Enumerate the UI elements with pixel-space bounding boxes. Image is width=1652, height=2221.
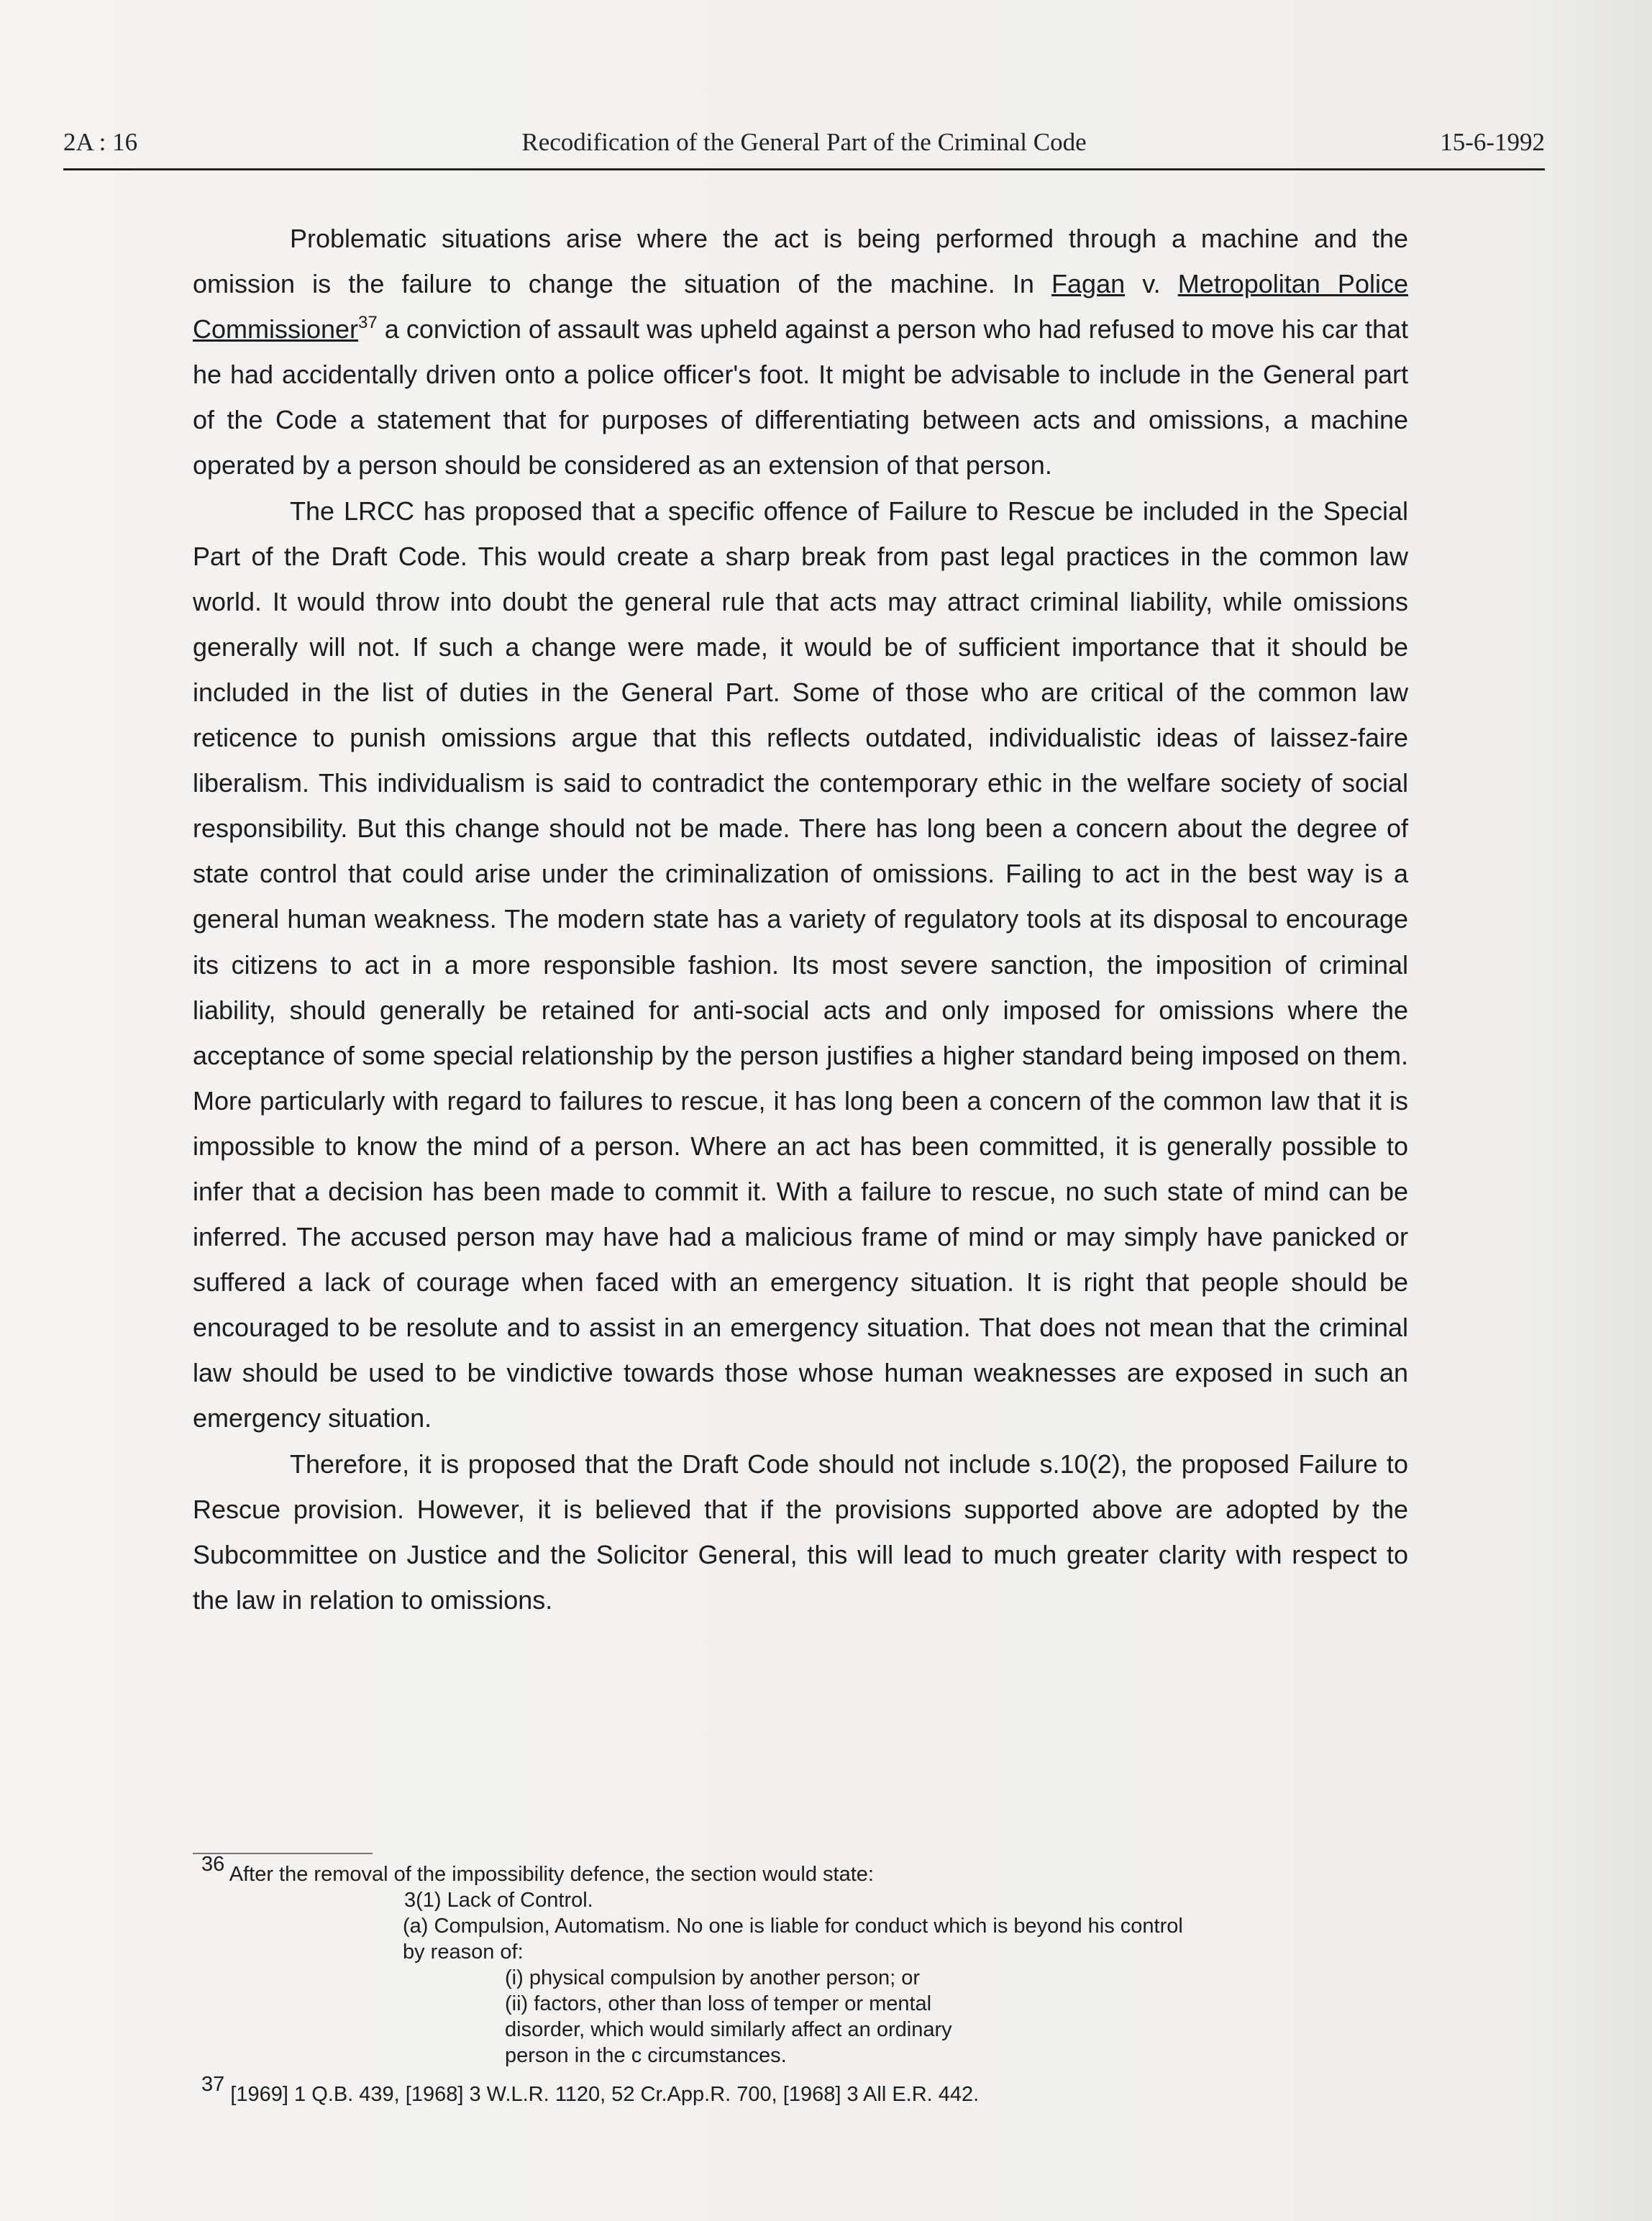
footnote-line: (i) physical compulsion by another person; or [505,1966,921,1989]
paragraph-conclusion: Therefore, it is proposed that the Draft Code should not include s.10(2), the proposed Failure to Rescue provision. However, it is believed that if the provisions supported above are adopted by the Subcommittee on Justice and the Solicitor General, this will lead to much greater clarity with respect to the law in relation to omissions. [193,1449,1408,1615]
footnote-text: [1969] 1 Q.B. 439, [1968] 3 W.L.R. 1120, 52 Cr.App.R. 700, [1968] 3 All E.R. 442. [230,2083,980,2106]
header-rule [63,168,1545,170]
page-number: 2A : 16 [63,128,138,156]
running-header [63,128,1545,165]
footnote-number: 36 [201,1853,225,1876]
document-date: 15-6-1992 [1440,128,1545,156]
body-text [193,216,1408,1623]
footnote-line: (ii) factors, other than loss of temper or mental disorder, which would similarly affect an ordinary person in the c circumstances. [505,1992,952,2067]
footnote-line: 3(1) Lack of Control. [404,1889,593,1912]
paragraph-failure-to-rescue: The LRCC has proposed that a specific offence of Failure to Rescue be included in the Special Part of the Draft Code. This would create a sharp break from past legal practices in the common law world. It would throw into doubt the general rule that acts may attract criminal liability, while omissions generally will not. If such a change were made, it would be of sufficient importance that it should be included in the list of duties in the General Part. Some of those who are critical of the common law reticence to punish omissions argue that this reflects outdated, individualistic ideas of laissez-faire liberalism. This individualism is said to contradict the contemporary ethic in the welfare society of social responsibility. But this change should not be made. There has long been a concern about the degree of state control that could arise under the criminalization of omissions. Failing to act in the best way is a general human weakness. The modern state has a variety of regulatory tools at its disposal to encourage its citizens to act in a more responsible fashion. Its most severe sanction, the imposition of criminal liability, should generally be retained for anti-social acts and only imposed for omissions where the acceptance of some special relationship by the person justifies a higher standard being imposed on them. More particularly with regard to failures to rescue, it has long been a concern of the common law that it is impossible to know the mind of a person. Where an act has been committed, it is generally possible to infer that a decision has been made to commit it. With a failure to rescue, no such state of mind can be inferred. The accused person may have had a malicious frame of mind or may simply have panicked or suffered a lack of courage when faced with an emergency situation. It is right that people should be encouraged to be resolute and to assist in an emergency situation. That does not mean that the criminal law should be used to be vindictive towards those whose human weaknesses are exposed in such an emergency situation. [193,496,1408,1433]
footnote-ref-37: 37 [358,313,378,333]
footnote-line: (a) Compulsion, Automatism. No one is liable for conduct which is beyond his control by reason of: [403,1915,1183,1964]
footnote-36 [201,1853,1280,1887]
footnote-number: 37 [201,2073,225,2096]
case-name-fagan: Fagan [1051,269,1126,299]
footnotes [201,1853,1280,2107]
paragraph-machine-omission [193,216,1408,488]
footnote-37 [201,2073,1280,2107]
paragraph-text: Problematic situations arise where the act is being performed through a machine and the omission is the failure to change the situation of the machine. In [193,224,1408,299]
paragraph-text: a conviction of assault was upheld against a person who had refused to move his car that he had accidentally driven onto a police officer's foot. It might be advisable to include in the General part of the Code a statement that for purposes of differentiating between acts and omissions, a machine operated by a person should be considered as an extension of that person. [193,314,1408,480]
case-versus: v. [1125,269,1178,299]
case-name-commissioner: Metropolitan Police Commissioner [193,269,1408,345]
document-title: Recodification of the General Part of the Criminal Code [521,128,1087,156]
footnote-text: After the removal of the impossibility defence, the section would state: [229,1863,874,1886]
